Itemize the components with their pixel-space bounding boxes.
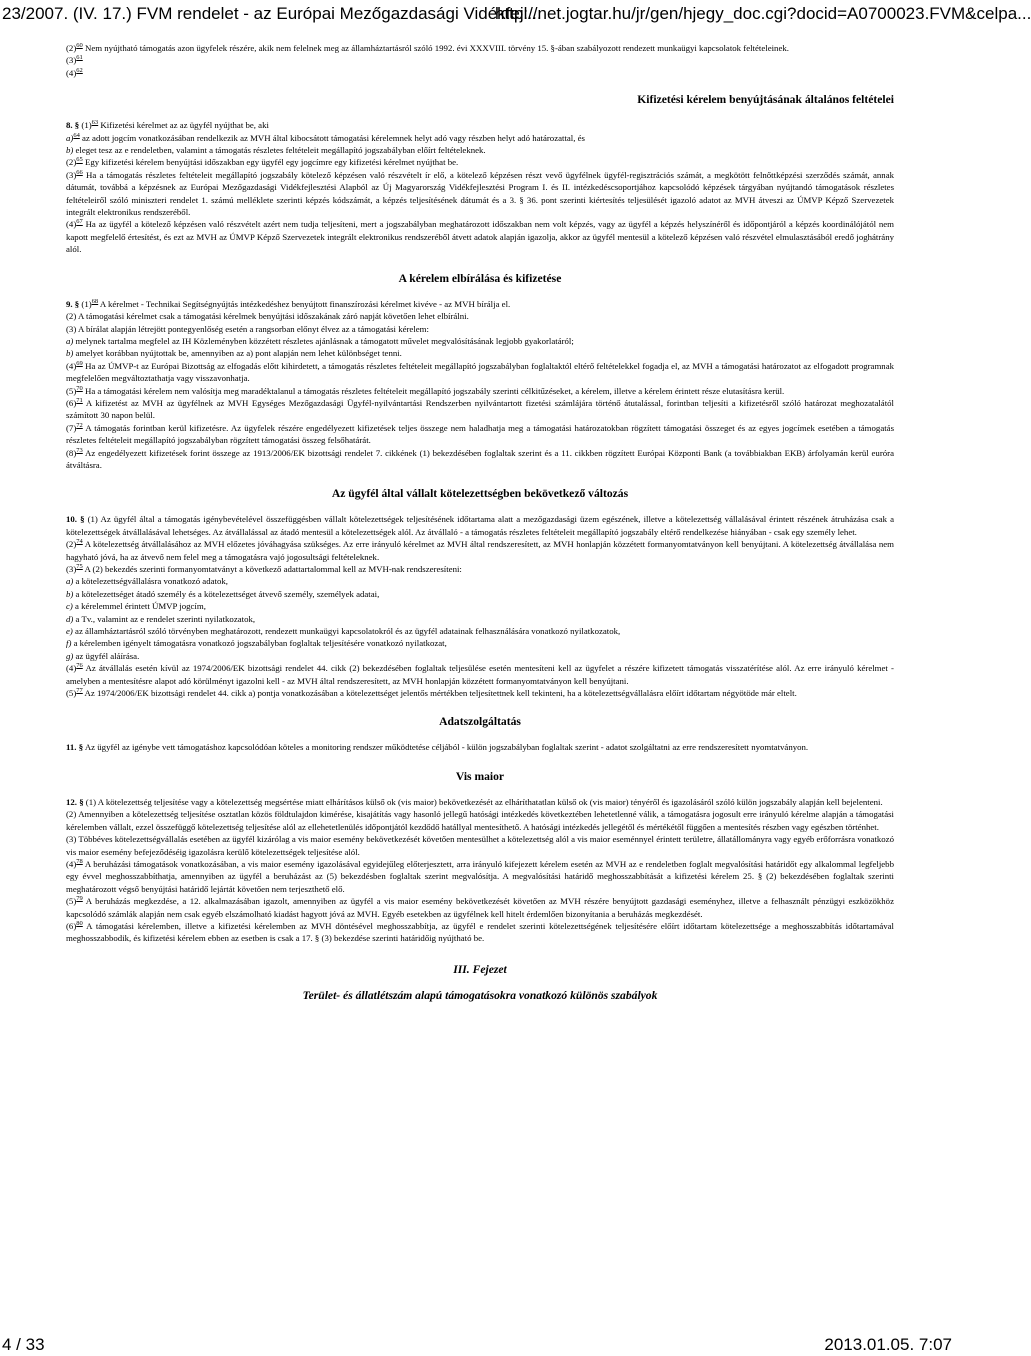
paragraph: 8. § $(1)^{63}$ Kifizetési kérelmet az az ügyfél nyújthat be, aki bbox=[66, 119, 269, 131]
paragraph: $(2)^{60}$ Nem nyújtható támogatás azon ügyfelek részére, akik nem felelnek meg az államháztartásról szóló 1992. évi XXXVIII. törvény 15. §-ában szabályozott rendezett munkaügyi kapcsolatok feltételeinek. bbox=[66, 42, 789, 53]
footnote-link[interactable]: 63 bbox=[91, 119, 99, 127]
paragraph: b) amelyet korábban nyújtottak be, amennyiben az a) pont alapján nem lehet különbséget tenni. bbox=[66, 348, 402, 359]
footnote-link[interactable]: 69 bbox=[76, 359, 83, 367]
footnote-link[interactable]: 72 bbox=[76, 421, 83, 429]
footnote-link[interactable]: 75 bbox=[76, 563, 83, 571]
list-item: f) a kérelemben igényelt támogatásra vonatkozó jogszabályban foglaltak teljesítésére vonatkozó nyilatkozat, bbox=[66, 638, 447, 649]
paragraph: (2) Amennyiben a kötelezettség teljesítése osztatlan közös földtulajdon kimérése, kisajátítás vagy hasonló jellegű hatósági intézkedés következtében lehetetlenné válik, a támogatásra jogosult erre irányuló kérelme alapján a támogatási kérelemben vállalt, ezzel összefüggő kötelezettség teljesítése alól az ellehetetlenülés időpontjától kezdődő hatállyal mentesíthető. A hatósági intézkedés jellegétől és mértékétől függően a mentesítés részben vagy egészben történhet. bbox=[66, 809, 894, 832]
print-url: http://net.jogtar.hu/jr/gen/hjegy_doc.cgi?docid=A0700023.FVM&celpa... bbox=[495, 4, 1031, 23]
footnote-link[interactable]: 77 bbox=[76, 687, 83, 695]
paragraph: $(5)^{77}$ Az 1974/2006/EK bizottsági rendelet 44. cikk a) pontja vonatkozásában a kötelezettséget jelentős mértékben teljesítettnek kell tekinteni, ha a kötelezettségvállalásra előírt időtartam négyötöde már eltelt. bbox=[66, 687, 797, 699]
paragraph: $(2)^{65}$ Egy kifizetési kérelem benyújtási időszakban egy ügyfél egy jogcímre egy kifizetési kérelmet nyújthat be. bbox=[66, 156, 459, 168]
footnote-link[interactable]: 68 bbox=[91, 297, 99, 305]
list-item: g) az ügyfél aláírása. bbox=[66, 650, 140, 661]
footnote-link[interactable]: 73 bbox=[76, 446, 83, 454]
paragraph: (2) A támogatási kérelmet csak a támogatási kérelmek benyújtási időszakának záró napját követően lehet elbírálni. bbox=[66, 311, 469, 322]
paragraph: b) eleget tesz az e rendeletben, valamint a támogatás részletes feltételeit megállapító jogszabályban előírt feltételeknek. bbox=[66, 145, 486, 156]
paragraph: 12. § (1) A kötelezettség teljesítése vagy a kötelezettség megsértése miatt elhárításos külső ok (vis maior) bekövetkezését az elháríthatatlan külső ok (vis maior) tényéről és igazolásáról szóló külön jogszabály alapján kell bejelenteni. bbox=[66, 796, 883, 807]
section-heading: Az ügyfél által vállalt kötelezettségben bekövetkező változás bbox=[331, 487, 629, 501]
paragraph: $(4)^{69}$ Ha az ÚMVP-t az Európai Bizottság az elfogadás előtt kihirdetett, a támogatás részletes feltételeit megállapító jogszabályban foglaltaktól eltérő feltételekkel fogadja el, az MVH a támogatási határozatot az elfogadott programnak megfelelően megváltoztathatja vagy visszavonhatja. bbox=[66, 359, 895, 384]
paragraph: $(7)^{72}$ A támogatás forintban kerül kifizetésre. Az ügyfelek részére engedélyezett kifizetések teljes összege nem haladhatja meg a támogatási határozatokban rögzített támogatási összeget és az egyes jogcímek esetében a támogatás részletes feltételeit megállapító jogszabályban rögzített támogatási összeg felsőhatárát. bbox=[66, 421, 894, 446]
section-heading: A kérelem elbírálása és kifizetése bbox=[398, 271, 562, 285]
paragraph: a) melynek tartalma megfelel az IH Közleményben közzétett részletes ajánlásnak a támogatott művelet megvalósításának legjobb gyakorlatáról; bbox=[66, 335, 574, 346]
paragraph: $(3)^{66}$ Ha a támogatás részletes feltételeit megállapító jogszabály kötelező képzésen való részvételt ír elő, a kötelező képzésen részt vevő ügyfélnek ügyfél-regisztrációs számát, a megkötött felnőttképzési szerződés számát, annak dátumát, továbbá a képzésnek az Európai Mezőgazdasági Vidékfejlesztési Alapból az Új Magyarország Vidékfejlesztési Program I. és II. intézkedéscsoportjához kapcsolódó képzések tárgyában nyújtandó támogatások részletes feltételeiről szóló miniszteri rendelet 1. számú melléklete szerinti képzés kódszámát, a képzés teljesítésének dátumát és a 3. § 36. pont szerinti kiértesítés teljesülését igazoló adatot az MVH átveszi az ÚMVP Képző Szervezetek integrált elektronikus rendszeréből. bbox=[66, 168, 894, 218]
page-counter: 4 / 33 bbox=[2, 1335, 45, 1354]
footnote-link[interactable]: 64 bbox=[73, 131, 80, 139]
paragraph: $(6)^{80}$ A támogatási kérelemben, illetve a kifizetési kérelemben az MVH döntésével meghosszabbítja, az ügyfél e rendelet szerinti kötelezettségének teljesítésére előírt időtartam kötelezettsége a meghosszabbítás időtartamával meghosszabbodik, és kifizetési kérelem ebben az esetben is csak a 17. § (3) bekezdése szerinti határidőig nyújtható be. bbox=[66, 920, 894, 944]
footnote-link[interactable]: 80 bbox=[76, 920, 83, 928]
footnote-link[interactable]: 74 bbox=[76, 538, 83, 546]
document-body bbox=[66, 42, 894, 1003]
print-title: 23/2007. (IV. 17.) FVM rendelet - az Európai Mezőgazdasági Vidékfejl... bbox=[2, 4, 542, 23]
browser-print-footer bbox=[0, 1334, 960, 1356]
footnote-link[interactable]: 70 bbox=[76, 384, 83, 392]
paragraph: a)$^{64}$ az adott jogcím vonatkozásában rendelkezik az MVH által kibocsátott támogatási kérelemnek helyt adó vagy részben helyt adó határozattal, és bbox=[66, 131, 585, 143]
paragraph: (3) Többéves kötelezettségvállalás esetében az ügyfél kizárólag a vis maior esemény bekövetkezését követően mentesülhet a kötelezettség alól a vis maior eseménnyel érintett területre, állatállományra vagy egyéb erőforrásra vonatkozó vis maior esemény befejeződéséig igazolásra kerülő kötelezettségek teljesítése alól. bbox=[66, 834, 894, 857]
paragraph: $(5)^{70}$ Ha a támogatási kérelem nem valósítja meg maradéktalanul a támogatás részletes feltételeit megállapító jogszabály szerinti célkitűzéseket, a kérelem, illetve a kérelem érintett része elutasításra kerül. bbox=[66, 384, 785, 396]
paragraph: $(4)^{67}$ Ha az ügyfél a kötelező képzésen való részvételt azért nem tudja teljesíteni, mert a jogszabályban meghatározott időszakban nem volt képzés, vagy az ügyfél a képzés helyszínéről és időpontjáról a képzés koordinálójától nem kapott megfelelő értesítést, és ezt az MVH az ÚMVP Képző Szervezetek integrált elektronikus rendszeréből átvett adatok alapján igazolja, akkor az ügyfél mentesül a kötelező képzésen való részvétel elmulasztásából eredő joghátrány alól. bbox=[66, 218, 894, 255]
list-item: a) a kötelezettségvállalásra vonatkozó adatok, bbox=[66, 576, 228, 587]
section-heading: Kifizetési kérelem benyújtásának általános feltételei bbox=[637, 93, 894, 107]
footnote-link[interactable]: 65 bbox=[76, 156, 83, 164]
paragraph: (3) A bírálat alapján létrejött pontegyenlőség esetén a rangsorban előnyt élvez az a támogatási kérelem: bbox=[66, 323, 429, 334]
list-item: e) az államháztartásról szóló törvényben meghatározott, rendezett munkaügyi kapcsolatokról és az ügyfél adatainak felhasználására vonatkozó nyilatkozatok, bbox=[66, 626, 621, 637]
paragraph: $(8)^{73}$ Az engedélyezett kifizetések forint összege az 1913/2006/EK bizottsági rendelet 7. cikkének (1) bekezdésében foglaltak szerint és a 11. cikkben rögzített Európai Központi Bank (a továbbiakban EKB) árfolyamán kerül euróra átváltásra. bbox=[66, 446, 894, 470]
footnote-link[interactable]: 66 bbox=[76, 168, 83, 176]
paragraph: $(2)^{74}$ A kötelezettség átvállalásához az MVH előzetes jóváhagyása szükséges. Az erre irányuló kérelmet az MVH által rendszeresített, az MVH honlapján közzétett formanyomtatványon kell benyújtani. A kötelezettség átvállalása nem hagyható jóvá, ha az átvevő nem felel meg a támogatásra vajó jogosultsági feltételeknek. bbox=[66, 538, 895, 562]
paragraph: $(6)^{71}$ A kifizetést az MVH az ügyfélnek az MVH Egységes Mezőgazdasági Ügyfél-nyilvántartási Rendszerben nyilvántartott fizetési számlájára történő átutalással, forintban teljesíti a kifizetésről szóló határozat meghozatalától számított 30 napon belül. bbox=[66, 397, 894, 421]
paragraph: 11. § Az ügyfél az igénybe vett támogatáshoz kapcsolódóan köteles a monitoring rendszer működtetése céljából - külön jogszabályban foglaltak szerint - adatot szolgáltatni az erre rendszeresített nyomtatványon. bbox=[66, 742, 809, 753]
section-heading: Adatszolgáltatás bbox=[439, 715, 521, 729]
paragraph: $(4)^{78}$ A beruházási támogatások vonatkozásában, a vis maior esemény igazolásával egyidejűleg előterjesztett, arra irányuló kifejezett kérelem esetén az MVH az e rendeletben foglalt megvalósítási határidőt egy alkalommal legfeljebb egy évvel meghosszabbíthatja, amennyiben az ügyfél a beruházást az (5) bekezdésben foglaltak szerint megvalósítja. A megvalósítási határidő meghosszabbítását a kifizetési kérelem 25. § (2) bekezdésében foglaltak szerinti meghatározott végső benyújtási határidő lejártát követően nem terjeszthető elő. bbox=[66, 857, 894, 894]
paragraph: $(4)^{76}$ Az átvállalás esetén kívül az 1974/2006/EK bizottsági rendelet 44. cikk (2) bekezdésében foglaltak teljesülése esetén mentesíteni kell az ügyfelet a részére kifizetett támogatás visszatérítése alól. Az erre irányuló kérelmet - amelyben a mentesítésre alapot adó körülményt igazolni kell - az MVH által rendszeresített, az MVH honlapján közzétett formanyomtatványon kell benyújtani. bbox=[66, 662, 894, 686]
footnote-link[interactable]: 67 bbox=[76, 218, 83, 226]
footnote-link[interactable]: 62 bbox=[76, 66, 83, 74]
paragraph: 10. § (1) Az ügyfél által a támogatás igénybevételével összefüggésben vállalt kötelezettségek teljesítésének időtartama alatt a mezőgazdasági üzem egészének, illetve a kötelezettség vállalásával érintett részének átruházása csak a kötelezettségek átvállalásával lehetséges. Az átvállalással az átadó mentesül a kötelezettségek alól. Az átvállaló - a támogatás részletes feltételeit megállapító jogszabály eltérő rendelkezése hiányában - csak egy személy lehet. bbox=[66, 514, 895, 537]
footnote-link[interactable]: 78 bbox=[76, 857, 83, 865]
browser-print-header bbox=[0, 0, 1031, 28]
chapter-subtitle: Terület- és állatlétszám alapú támogatásokra vonatkozó különös szabályok bbox=[302, 988, 658, 1002]
footnote-link[interactable]: 61 bbox=[76, 54, 83, 62]
paragraph: 9. § $(1)^{68}$ A kérelmet - Technikai Segítségnyújtás intézkedéshez benyújtott finanszírozási kérelmet kivéve - az MVH bírálja el. bbox=[66, 297, 511, 309]
paragraph: $(3)^{61}$ bbox=[66, 54, 83, 66]
chapter-heading: III. Fejezet bbox=[453, 962, 507, 976]
footnote-link[interactable]: 76 bbox=[76, 662, 83, 670]
paragraph: $(3)^{75}$ A (2) bekezdés szerinti formanyomtatványt a következő adattartalommal kell az MVH-nak rendszeresíteni: bbox=[66, 563, 462, 574]
footnote-link[interactable]: 60 bbox=[76, 42, 83, 50]
footnote-link[interactable]: 79 bbox=[76, 895, 83, 903]
list-item: c) a kérelemmel érintett ÚMVP jogcím, bbox=[66, 601, 206, 612]
paragraph: $(5)^{79}$ A beruházás megkezdése, a 12. alkalmazásában igazolt, amennyiben az ügyfél a vis maior esemény bekövetkezését követően az MVH részére benyújtott gazdasági eseményhez, illetve a felhasznált pénzügyi eszközökhöz kapcsolódó számlák alapján nem csak egyéb elszámolható kiadást hagyott jóvá az MVH. Egyéb esetekben az ügyfélnek kell hitelt érdemlően bizonyítania a beruházás megkezdését. bbox=[66, 895, 894, 919]
list-item: d) a Tv., valamint az e rendelet szerinti nyilatkozatok, bbox=[66, 613, 256, 624]
paragraph: $(4)^{62}$ bbox=[66, 66, 83, 78]
footnote-link[interactable]: 71 bbox=[76, 397, 83, 405]
print-datetime: 2013.01.05. 7:07 bbox=[824, 1335, 952, 1354]
section-heading: Vis maior bbox=[455, 769, 505, 783]
list-item: b) a kötelezettséget átadó személy és a kötelezettséget átvevő személy, személyek adatai, bbox=[66, 588, 380, 599]
